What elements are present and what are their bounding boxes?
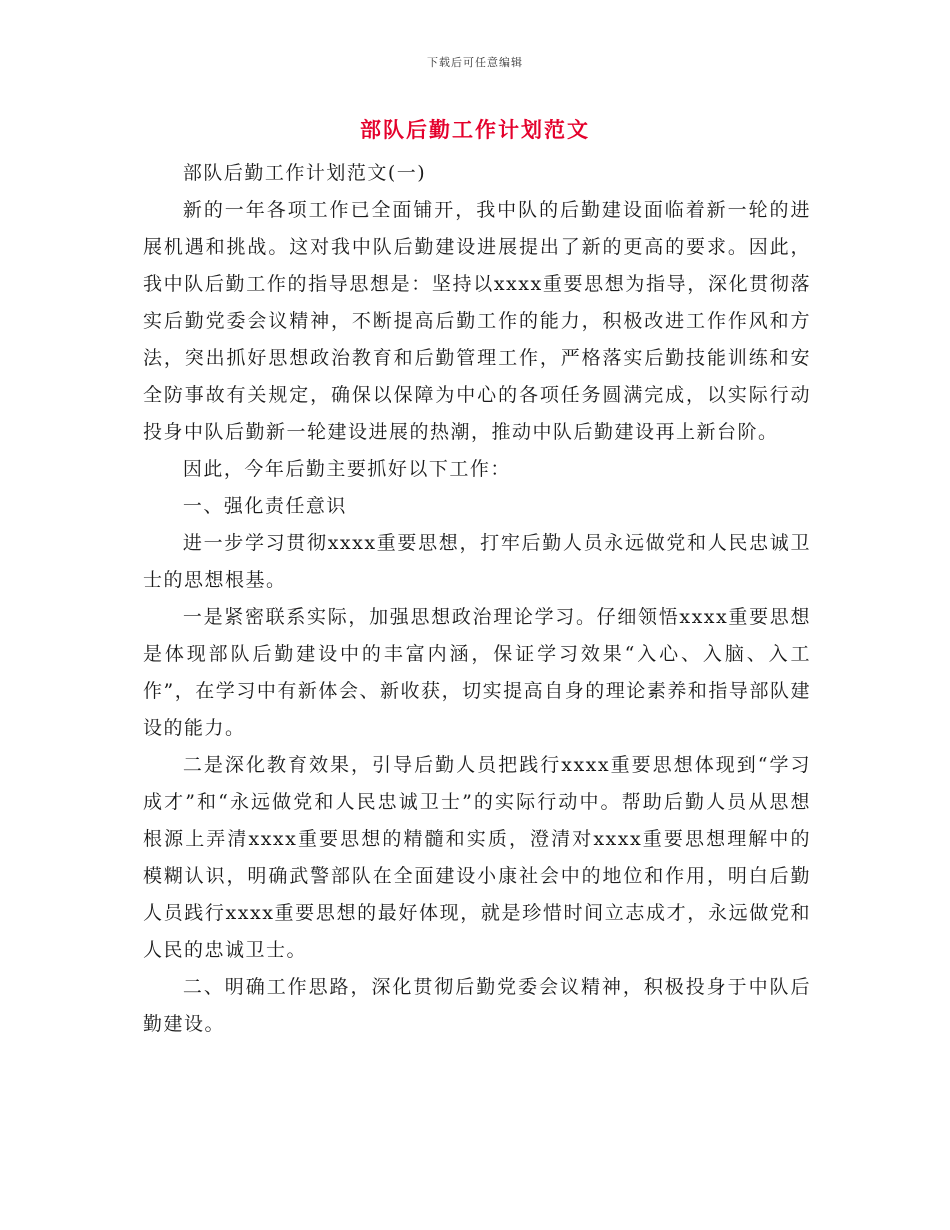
document-body: [143, 155, 811, 1043]
paragraph-intro: 新的一年各项工作已全面铺开，我中队的后勤建设面临着新一轮的进展机遇和挑战。这对我中队后勤建设进展提出了新的更高的要求。因此，我中队后勤工作的指导思想是：坚持以xxxx重要思想为指导，深化贯彻落实后勤党委会议精神，不断提高后勤工作的能力，积极改进工作作风和方法，突出抓好思想政治教育和后勤管理工作，严格落实后勤技能训练和安全防事故有关规定，确保以保障为中心的各项任务圆满完成，以实际行动投身中队后勤新一轮建设进展的热潮，推动中队后勤建设再上新台阶。: [143, 199, 811, 443]
paragraph-point-2: 二是深化教育效果，引导后勤人员把践行xxxx重要思想体现到“学习成才”和“永远做党和人民忠诚卫士”的实际行动中。帮助后勤人员从思想根源上弄清xxxx重要思想的精髓和实质，澄清对xxxx重要思想理解中的模糊认识，明确武警部队在全面建设小康社会中的地位和作用，明白后勤人员践行xxxx重要思想的最好体现，就是珍惜时间立志成才，永远做党和人民的忠诚卫士。: [143, 754, 811, 961]
document-title: 部队后勤工作计划范文: [360, 117, 590, 142]
paragraph-subtitle: 部队后勤工作计划范文(一): [182, 162, 427, 184]
paragraph-section-1: 进一步学习贯彻xxxx重要思想，打牢后勤人员永远做党和人民忠诚卫士的思想根基。: [143, 532, 811, 591]
paragraph-summary: 因此，今年后勤主要抓好以下工作：: [182, 458, 511, 480]
paragraph-point-1: 一是紧密联系实际，加强思想政治理论学习。仔细领悟xxxx重要思想是体现部队后勤建设中的丰富内涵，保证学习效果“入心、入脑、入工作”，在学习中有新体会、新收获，切实提高自身的理论素养和指导部队建设的能力。: [143, 606, 811, 739]
section-heading-2: 二、明确工作思路，深化贯彻后勤党委会议精神，积极投身于中队后勤建设。: [143, 976, 811, 1035]
section-heading-1: 一、强化责任意识: [182, 495, 347, 517]
download-note: 下载后可任意编辑: [427, 56, 523, 69]
